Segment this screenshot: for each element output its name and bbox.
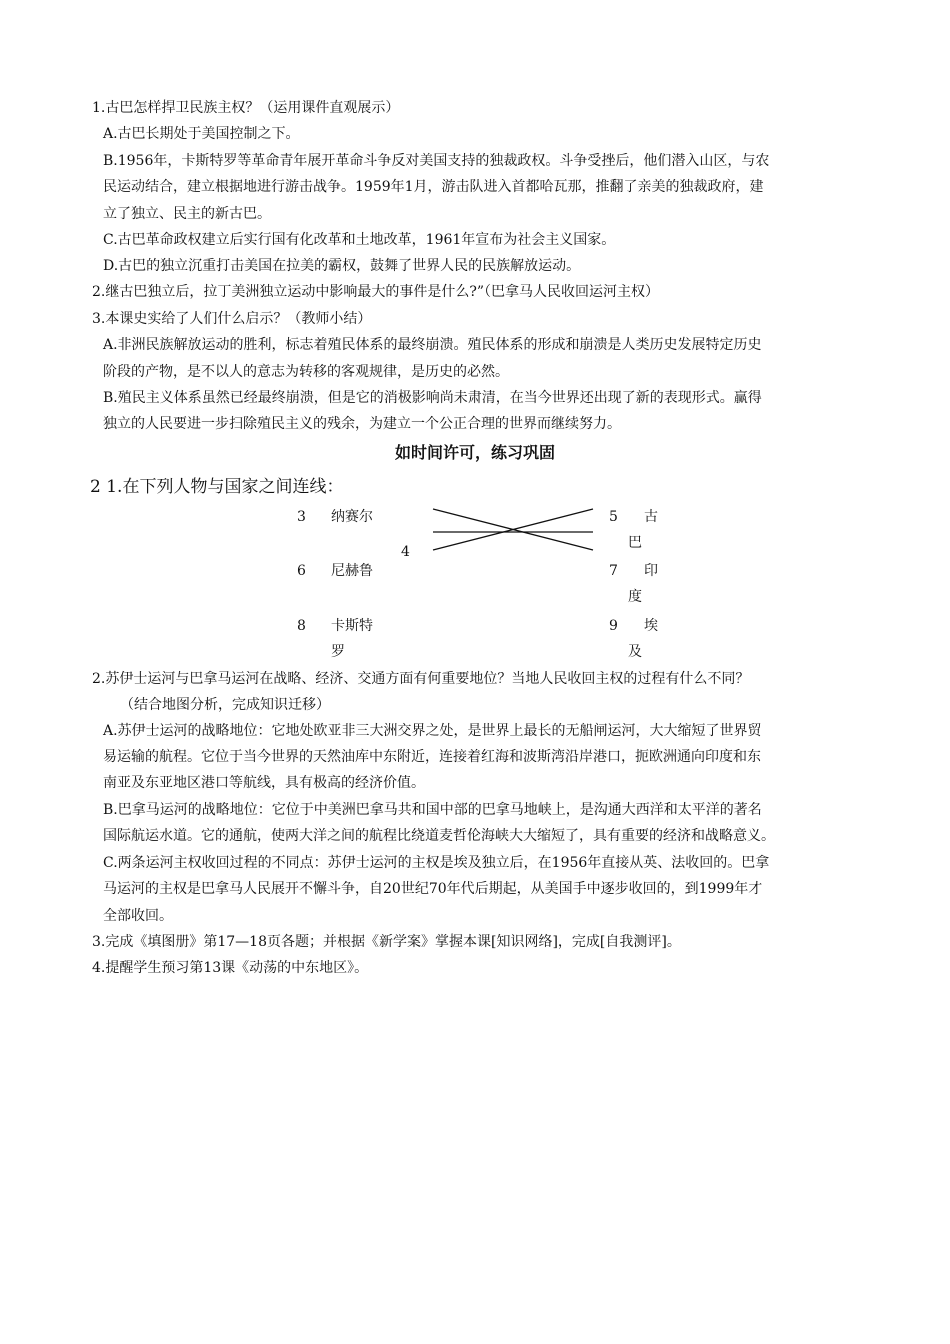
answer-2a-line1: A.苏伊士运河的战略地位：它地处欧亚非三大洲交界之处，是世界上最长的无船闸运河，大大缩短了世界贸 bbox=[103, 723, 762, 739]
middle-number: 4 bbox=[401, 544, 410, 560]
answer-1b-line1: B.1956年，卡斯特罗等革命青年展开革命斗争反对美国支持的独裁政权。斗争受挫后，他们潜入山区，与农 bbox=[103, 153, 770, 169]
question-1: 1.古巴怎样捍卫民族主权？（运用课件直观展示） bbox=[92, 100, 400, 116]
left-name-1: 纳赛尔 bbox=[331, 509, 373, 525]
answer-3a-line2: 阶段的产物，是不以人的意志为转移的客观规律，是历史的必然。 bbox=[103, 364, 509, 380]
task-3: 3.完成《填图册》第17—18页各题；并根据《新学案》掌握本课[知识网络]，完成[自我测评]。 bbox=[92, 934, 681, 950]
left-number-1: 3 bbox=[297, 509, 306, 525]
left-name-2: 尼赫鲁 bbox=[331, 563, 373, 579]
right-number-1: 5 bbox=[609, 509, 618, 525]
right-name-1b: 巴 bbox=[628, 535, 642, 551]
answer-2c-line1: C.两条运河主权收回过程的不同点：苏伊士运河的主权是埃及独立后，在1956年直接从英、法收回的。巴拿 bbox=[103, 855, 770, 871]
right-name-2a: 印 bbox=[644, 563, 658, 579]
task-4: 4.提醒学生预习第13课《动荡的中东地区》。 bbox=[92, 960, 369, 976]
right-name-2b: 度 bbox=[628, 589, 642, 605]
question-3: 3.本课史实给了人们什么启示？（教师小结） bbox=[92, 311, 372, 327]
answer-1b-line2: 民运动结合，建立根据地进行游击战争。1959年1月，游击队进入首都哈瓦那，推翻了亲美的独裁政府，建 bbox=[103, 179, 764, 195]
answer-3b-line1: B.殖民主义体系虽然已经最终崩溃，但是它的消极影响尚未肃清，在当今世界还出现了新的表现形式。赢得 bbox=[103, 390, 762, 406]
answer-2a-line2: 易运输的航程。它位于当今世界的天然油库中东附近，连接着红海和波斯湾沿岸港口，扼欧洲通向印度和东 bbox=[103, 749, 761, 765]
right-name-3b: 及 bbox=[628, 644, 642, 660]
answer-1d: D.古巴的独立沉重打击美国在拉美的霸权，鼓舞了世界人民的民族解放运动。 bbox=[103, 258, 581, 274]
answer-1a: A.古巴长期处于美国控制之下。 bbox=[103, 126, 300, 142]
left-number-3: 8 bbox=[297, 618, 306, 634]
answer-2a-line3: 南亚及东亚地区港口等航线，具有极高的经济价值。 bbox=[103, 775, 425, 791]
left-name-3a: 卡斯特 bbox=[331, 618, 373, 634]
answer-2c-line2: 马运河的主权是巴拿马人民展开不懈斗争，自20世纪70年代后期起，从美国手中逐步收回的，到1999年才 bbox=[103, 881, 763, 897]
answer-2b-line2: 国际航运水道。它的通航，使两大洋之间的航程比绕道麦哲伦海峡大大缩短了，具有重要的经济和战略意义。 bbox=[103, 828, 775, 844]
answer-1c: C.古巴革命政权建立后实行国有化改革和土地改革，1961年宣布为社会主义国家。 bbox=[103, 232, 616, 248]
answer-2b-line1: B.巴拿马运河的战略地位：它位于中美洲巴拿马共和国中部的巴拿马地峡上，是沟通大西洋和太平洋的著名 bbox=[103, 802, 762, 818]
right-number-3: 9 bbox=[609, 618, 618, 634]
answer-3a-line1: A.非洲民族解放运动的胜利，标志着殖民体系的最终崩溃。殖民体系的形成和崩溃是人类历史发展特定历史 bbox=[103, 337, 762, 353]
question-2: 2.继古巴独立后，拉丁美洲独立运动中影响最大的事件是什么?”（巴拿马人民收回运河主权） bbox=[92, 284, 660, 300]
exercise-title: 2 1.在下列人物与国家之间连线： bbox=[90, 477, 344, 497]
answer-1b-line3: 立了独立、民主的新古巴。 bbox=[103, 206, 271, 222]
answer-3b-line2: 独立的人民要进一步扫除殖民主义的残余，为建立一个公正合理的世界而继续努力。 bbox=[103, 416, 621, 432]
right-number-2: 7 bbox=[609, 563, 618, 579]
answer-2c-line3: 全部收回。 bbox=[103, 908, 173, 924]
question-2-2-line1: 2.苏伊士运河与巴拿马运河在战略、经济、交通方面有何重要地位？当地人民收回主权的过程有什么不同？ bbox=[92, 671, 750, 687]
question-2-2-line2: （结合地图分析，完成知识迁移） bbox=[120, 697, 330, 713]
right-name-3a: 埃 bbox=[644, 618, 658, 634]
section-heading: 如时间许可，练习巩固 bbox=[394, 443, 555, 462]
left-name-3b: 罗 bbox=[331, 644, 345, 660]
right-name-1a: 古 bbox=[644, 509, 658, 525]
left-number-2: 6 bbox=[297, 563, 306, 579]
